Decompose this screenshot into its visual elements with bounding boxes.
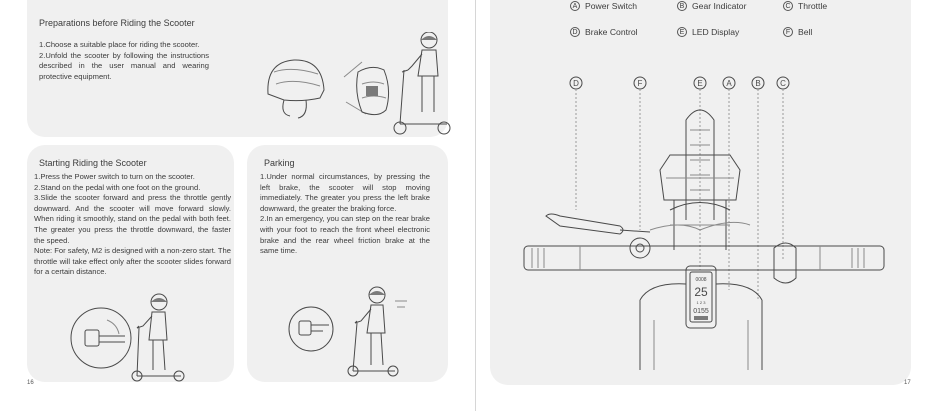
handlebar-illustration <box>490 70 911 370</box>
callout-f <box>634 77 646 230</box>
callout-b <box>752 77 764 300</box>
legend-led-display <box>677 27 739 37</box>
legend-bell <box>783 27 812 37</box>
svg-text:A: A <box>726 79 732 88</box>
preparations-paragraph: 1.Choose a suitable place for riding the scooter. <box>39 40 200 49</box>
starting-text <box>34 172 231 278</box>
legend-letter-a: A <box>570 1 580 11</box>
right-page <box>476 0 950 411</box>
legend-brake-control <box>570 27 638 37</box>
starting-card <box>27 145 234 382</box>
starting-paragraph: 2.Stand on the pedal with one foot on the ground. <box>34 182 201 192</box>
legend-letter-e: E <box>677 27 687 37</box>
legend-gear-indicator <box>677 1 746 11</box>
legend-label: Gear Indicator <box>692 1 747 11</box>
parking-title: Parking <box>264 158 295 168</box>
starting-paragraph: Note: For safety, M2 is designed with a non-zero start. The throttle will take effect only after the scooter slides forward for a certain distance. <box>34 246 231 277</box>
preparations-paragraph: 2.Unfold the scooter by following the instructions described in the user manual and wearing protective equipment. <box>39 50 209 81</box>
callout-c <box>777 77 789 260</box>
svg-text:D: D <box>573 79 579 88</box>
svg-text:C: C <box>780 79 786 88</box>
display-trip: 0155 <box>693 308 709 315</box>
parking-paragraph: 1.Under normal circumstances, by pressing the left brake, the scooter will stop moving immediately. The greater you press the left brake downward, the greater the braking force. <box>260 172 430 213</box>
page-number-left: 16 <box>27 380 34 386</box>
handlebar-card <box>490 0 911 385</box>
page-number-right: 17 <box>904 380 911 386</box>
legend-label: Bell <box>798 27 813 37</box>
preparations-title: Preparations before Riding the Scooter <box>39 18 195 28</box>
parking-illustration <box>287 277 427 377</box>
legend-power-switch <box>570 1 637 11</box>
starting-title: Starting Riding the Scooter <box>39 158 147 168</box>
svg-text:B: B <box>755 79 761 88</box>
legend-label: Throttle <box>798 1 828 11</box>
parking-text <box>260 172 430 257</box>
parking-paragraph: 2.In an emergency, you can step on the rear brake with your foot to reach the front wheel electronic brake and the rear wheel friction brake at the same time. <box>260 214 430 256</box>
callout-e <box>694 77 706 270</box>
starting-paragraph: 3.Slide the scooter forward and press the throttle gently downward. And the scooter will move forward slowly. When riding it smoothly, stand on the pedal with both feet. The greater you press the throttle downward, the faster the speed. <box>34 193 231 245</box>
legend-label: Power Switch <box>585 1 638 11</box>
left-page <box>0 0 474 411</box>
preparations-text <box>39 40 209 82</box>
starting-paragraph: 1.Press the Power switch to turn on the scooter. <box>34 172 195 181</box>
callout-a <box>723 77 735 290</box>
legend-letter-b: B <box>677 1 687 11</box>
display-speed: 25 <box>694 285 708 299</box>
svg-text:E: E <box>697 79 703 88</box>
protective-gear-illustration <box>262 32 452 142</box>
legend-letter-d: D <box>570 27 580 37</box>
svg-text:F: F <box>637 79 643 88</box>
display-gears: 1 2 3 <box>696 300 706 305</box>
parking-card <box>247 145 448 382</box>
preparations-card <box>27 0 448 137</box>
legend-throttle <box>783 1 827 11</box>
legend-letter-c: C <box>783 1 793 11</box>
display-top-readout: 0008 <box>695 277 707 283</box>
legend-letter-f: F <box>783 27 793 37</box>
legend-label: LED Display <box>692 27 740 37</box>
legend-label: Brake Control <box>585 27 638 37</box>
callout-d <box>570 77 582 210</box>
starting-ride-illustration <box>67 290 227 382</box>
